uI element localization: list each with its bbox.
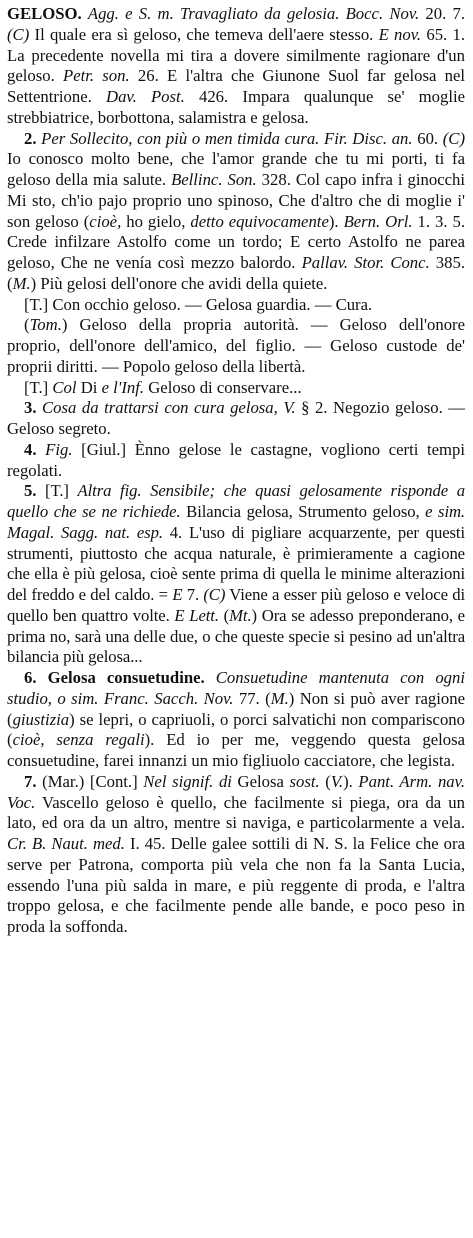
sense-number: 3.	[24, 398, 37, 418]
sense-4: 4. Fig. [Giul.] Ènno gelose le castagne, vogliono certi tempi regolati.	[7, 439, 466, 480]
sense-number: 2.	[24, 128, 37, 148]
sense-2-note-inf: [T.] Col Di e l'Inf. Geloso di conservare...	[24, 377, 302, 397]
subentry-headword: Gelosa consuetudine.	[47, 668, 205, 687]
sense-7: 7. (Mar.) [Cont.] Nel signif. di Gelosa sost. (V.). Pant. Arm. nav. Voc. Vascello geloso è quello, che facilmente si piega, ora da un lato, ed ora da un altro, mentre si naviga, e particolarmente a vela. Cr. B. Naut. med. I. 45. Delle galee sottili di N. S. la Felice che ora serve per Patrona, comporta più vela che non fa la Santa Lucia, essendo l'una più salda in mare, e più reggente di proda, e l'altra troppo gelosa, e che facilmente pende alle bande, e poco peso in proda la soffonda.	[7, 771, 465, 936]
sense-3: 3. Cosa da trattarsi con cura gelosa, V. § 2. Negozio geloso. — Geloso segreto.	[7, 398, 465, 438]
sense-2-note-t: [T.] Con occhio geloso. — Gelosa guardia. — Cura.	[24, 294, 373, 314]
sense-number: 6.	[24, 668, 37, 687]
headword: GELOSO.	[7, 4, 82, 23]
sense-2: 2. Per Sollecito, con più o men timida cura. Fir. Disc. an. 60. (C) Io conosco molto bene, che l'amor grande che tu mi porti, ti fa geloso della mia salute. Bellinc. Son. 328. Col capo infra i ginocchi Mi sto, ch'io pajo proprio uno spinoso, Che d'altro che di moglie i' son geloso (cioè, ho gielo, detto equivocamente). Bern. Orl. 1. 3. 5. Crede infilzare Astolfo come un tordo; E certo Astolfo ne parea geloso, Che ne venía così mezzo balordo. Pallav. Stor. Conc. 385. (M.) Più gelosi dell'onore che avidi della quiete.	[7, 128, 466, 293]
sense-number: 5.	[24, 481, 37, 501]
definition: Agg. e S. m. Travagliato da gelosia. Bocc. Nov.	[87, 4, 420, 23]
entry-geloso: GELOSO. Agg. e S. m. Travagliato da gelosia. Bocc. Nov. 20. 7. (C) Il quale era sì geloso, che temeva dell'aere stesso. E nov. 65. 1. La precedente novella mi tira a dovere similmente ragionare d'un geloso. Petr. son. 26. E l'altra che Giunone Suol far gelosa nel Settentrione. Dav. Post. 426. Impara qualunque se' moglie strebbiatrice, borbottona, salamistra e gelosa.	[7, 4, 466, 127]
sense-6: 6. Gelosa consuetudine. Consuetudine mantenuta con ogni studio, o sim. Franc. Sacch. Nov. 77. (M.) Non si può aver ragione (giustizia) se lepri, o capriuoli, o porci salvatichi non compariscono (cioè, senza regali). Ed io per me, veggendo questa gelosa consuetudine, farei innanzi un mio figliuolo cacciatore, che legista.	[7, 668, 466, 770]
sense-5: 5. [T.] Altra fig. Sensibile; che quasi gelosamente risponde a quello che se ne richiede. Bilancia gelosa, Strumento geloso, e sim. Magal. Sagg. nat. esp. 4. L'uso di pigliare acquarzente, per questi strumenti, piuttosto che acqua naturale, è primieramente a cagione che ella è più gelosa, cioè sente prima di quella le minime alterazioni del freddo e del caldo. = E 7. (C) Viene a esser più geloso e veloce di quello ben quattro volte. E Lett. (Mt.) Ora se adesso preponderano, e prima no, sarà una delle due, o che queste specie si pesino ad un'altra bilancia più gelosa...	[7, 481, 466, 667]
sense-2-note-tom: (Tom.) Geloso della propria autorità. — Geloso dell'onore proprio, dell'onore dell'amico, del figlio. — Geloso custode de' proprii diritti. — Popolo geloso della libertà.	[7, 315, 465, 376]
sense-number: 7.	[24, 771, 37, 791]
sense-number: 4.	[24, 439, 37, 459]
